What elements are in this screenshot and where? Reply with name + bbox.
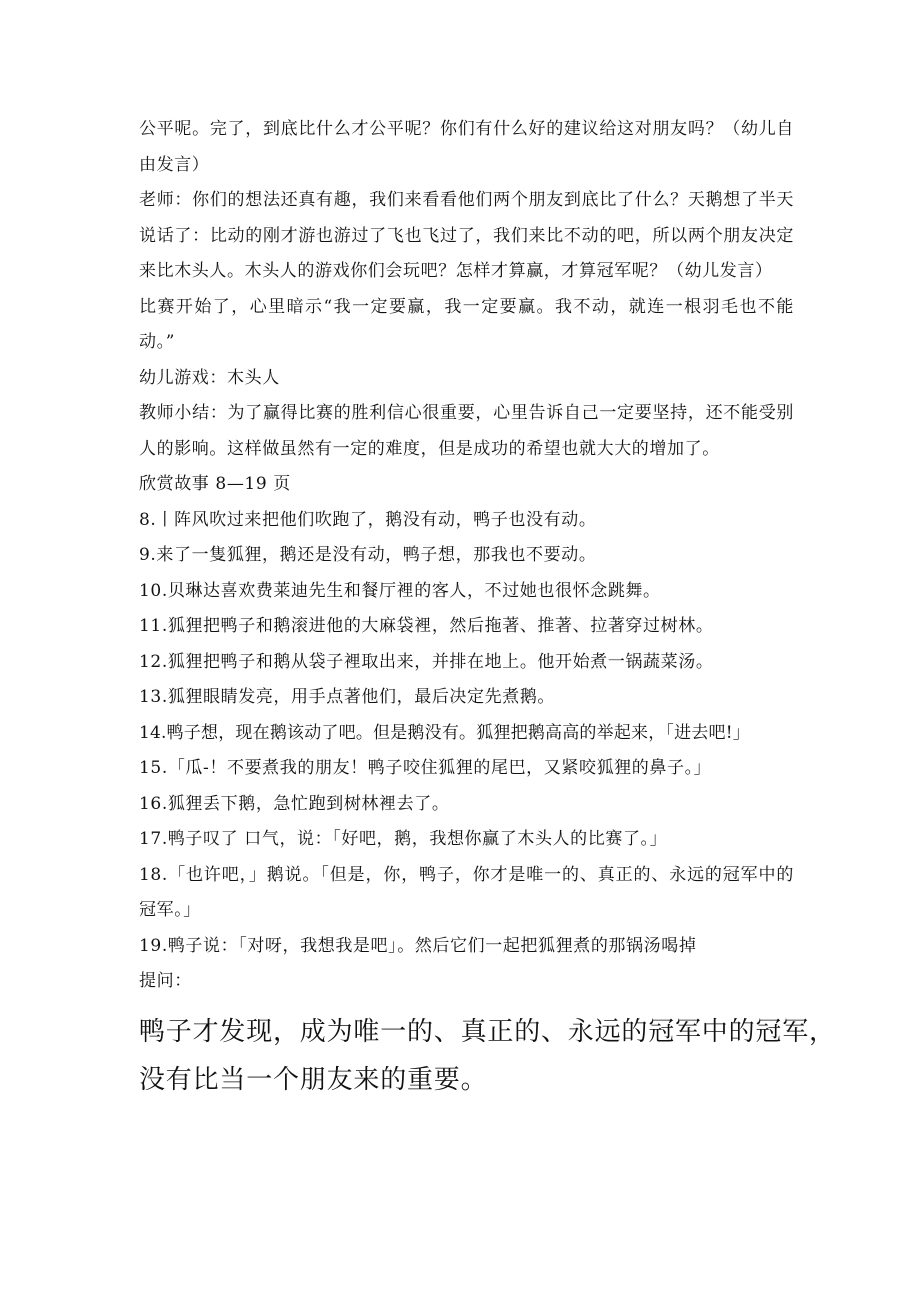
paragraph-kids-game: 幼儿游戏：木头人: [139, 367, 280, 388]
story-line-19: 19.鸭子说：「对呀，我想我是吧」。然后它们一起把狐狸煮的那锅汤喝掉: [139, 935, 697, 956]
story-line-10: 10.贝琳达喜欢费莱迪先生和餐厅裡的客人，不过她也很怀念跳舞。: [139, 580, 661, 601]
conclusion-line-1: 鸭子才发现，成为唯一的、真正的、永远的冠军中的冠军，: [139, 1016, 836, 1047]
paragraph-game-start: 比赛开始了，心里暗示“我一定要赢，我一定要赢。我不动，就连一根羽毛也不能动。”: [139, 296, 794, 352]
paragraph-teacher-dialogue: 老师：你们的想法还真有趣，我们来看看他们两个朋友到底比了什么？天鹅想了半天说话了：比动的刚才游也游过了飞也飞过了，我们来比不动的吧，所以两个朋友决定来比木头人。木头人的游戏你们会玩吧？怎样才算赢，才算冠军呢？（幼儿发言）: [139, 190, 794, 281]
story-line-14: 14.鸭子想，现在鹅该动了吧。但是鹅没有。狐狸把鹅高高的举起来，「进去吧!」: [139, 722, 750, 743]
document-body: [139, 112, 836, 1104]
paragraph-story-pages: 欣赏故事 8—19 页: [139, 474, 291, 494]
paragraph-teacher-summary: 教师小结：为了赢得比赛的胜利信心很重要，心里告诉自己一定要坚持，还不能受别人的影响。这样做虽然有一定的难度，但是成功的希望也就大大的增加了。: [139, 403, 794, 459]
story-line-9: 9.来了一隻狐狸，鹅还是没有动，鸭子想，那我也不要动。: [139, 545, 597, 565]
story-line-16: 16.狐狸丢下鹅，急忙跑到树林裡去了。: [139, 793, 450, 814]
story-line-12: 12.狐狸把鸭子和鹅从袋子裡取出来，并排在地上。他开始煮一锅蔬菜汤。: [139, 651, 714, 672]
story-line-8: 8.丨阵风吹过来把他们吹跑了，鹅没有动，鸭子也没有动。: [139, 509, 597, 530]
question-label: 提问：: [139, 971, 192, 991]
paragraph-fair-compare: 公平呢。完了，到底比什么才公平呢？你们有什么好的建议给这对朋友吗？（幼儿自由发言）: [139, 119, 794, 175]
story-line-15: 15.「瓜-！不要煮我的朋友！鸭子咬住狐狸的尾巴，又紧咬狐狸的鼻子。」: [139, 758, 712, 778]
story-line-17: 17.鸭子叹了 口气，说：「好吧，鹅，我想你赢了木头人的比赛了。」: [139, 829, 668, 849]
story-line-11: 11.狐狸把鸭子和鹅滚进他的大麻袋裡，然后拖著、推著、拉著穿过树林。: [139, 616, 714, 636]
story-line-18: 18.「也许吧，」鹅说。「但是，你，鸭子，你才是唯一的、真正的、永远的冠军中的冠军。」: [139, 864, 794, 920]
conclusion-line-2: 没有比当一个朋友来的重要。: [139, 1064, 488, 1095]
spacer: [139, 1000, 794, 1008]
story-line-13: 13.狐狸眼睛发亮，用手点著他们，最后决定先煮鹅。: [139, 687, 556, 707]
